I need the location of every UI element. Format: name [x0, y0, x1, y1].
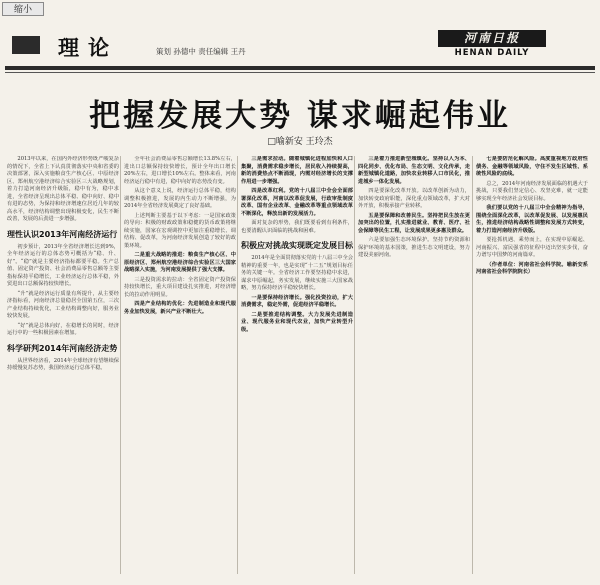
- masthead-rule-thin: [5, 72, 595, 73]
- column-divider: [237, 156, 238, 574]
- masthead-rule: [5, 66, 595, 70]
- paragraph: 从世界经济看，2014年全球经济有望继续保持缓慢复苏态势，我国经济运行总体平稳。: [7, 357, 119, 371]
- paragraph: 面对复杂的形势，我们既要看到有利条件，也要清醒认识面临的挑战和困难。: [241, 220, 353, 234]
- paragraph: 二是重大战略的推进：粮食生产核心区、中原经济区、郑州航空港经济综合实验区三大国家战略深入实施，为河南发展提供了强大支撑。: [124, 252, 236, 273]
- editors-credit: 策划 孙德中 责任编辑 王丹: [156, 47, 246, 56]
- subheading: 科学研判2014年河南经济走势: [7, 343, 118, 353]
- paragraph: 六是要加强生态环境保护。坚持节约资源和保护环境的基本国策，推进生态文明建设，努力建设美丽河南。: [358, 237, 470, 258]
- paragraph: 总之，2014年河南经济发展面临的机遇大于挑战，只要我们坚定信心、攻坚克难，就一定能够实现全年经济社会发展目标。: [476, 180, 588, 202]
- column-divider: [120, 156, 121, 574]
- paragraph: 一是要保持经济增长。强化投资拉动，扩大消费需求，稳定外需，促进经济平稳增长。: [241, 294, 353, 308]
- article-column-4: [358, 156, 470, 574]
- paragraph: 四是要深化改革开放。以改革创新为动力，加快转变政府职能，深化重点领域改革，扩大对外开放，积极承接产业转移。: [358, 188, 470, 209]
- article-column-1: [7, 156, 119, 574]
- subheading: 理性认识2013年河南经济运行: [7, 229, 118, 239]
- paragraph: 四是产业结构的优化：先进制造业和现代服务业加快发展，新兴产业不断壮大。: [124, 301, 236, 315]
- paragraph: 三是着力推进新型城镇化。坚持以人为本、四化同步、优化布局、生态文明、文化传承，走新型城镇化道路，加快农业转移人口市民化，推进城乡一体化发展。: [358, 156, 470, 185]
- paragraph: 七是要防范化解风险。高度重视地方政府性债务、金融等领域风险，守住不发生区域性、系统性风险的底线。: [476, 156, 588, 177]
- section-title: 理论: [58, 35, 118, 60]
- paragraph: 五是要保障和改善民生。坚持把民生放在更加突出的位置，扎实推进就业、教育、医疗、社会保障等民生工程，让发展成果更多惠及群众。: [358, 212, 470, 234]
- article-column-2: [124, 156, 236, 574]
- paragraph: 从这个意义上说，经济运行总体平稳，结构调整积极推进，发展的内生动力不断增强，为2014年全省经济发展奠定了良好基础。: [124, 188, 236, 209]
- paper-logo: 河南日报: [438, 30, 546, 47]
- paragraph: 上述判断主要基于以下考虑：一是国家政策的导向：积极的财政政策和稳健的货币政策将继续实施，国家在宏观调控中更加注重稳增长、调结构、促改革，为河南经济发展创造了较好的政策环境。: [124, 212, 236, 249]
- section-marker-icon: [12, 36, 40, 54]
- article-column-3: [241, 156, 353, 574]
- article-byline: □喻新安 王玲杰: [267, 137, 333, 147]
- column-divider: [472, 156, 473, 574]
- paragraph: 三是投资需求的拉动：全省固定资产投资保持较快增长，重大项目建设扎实推进，对经济增长的拉动作用明显。: [124, 276, 236, 298]
- paragraph: 要抢抓机遇、乘势而上，在实现中原崛起、河南振兴、富民强省的征程中迈出坚实步伐，奋力谱写中国梦的河南篇章。: [476, 237, 588, 258]
- paragraph: 二是要推进结构调整。大力发展先进制造业、现代服务业和现代农业，加快产业转型升级。: [241, 311, 353, 333]
- shrink-button[interactable]: 缩小: [2, 2, 44, 16]
- paragraph: 2013年以来，在国内外经济形势既严峻复杂的情况下，全省上下认真贯彻落实中央和省委的决策部署，深入实施粮食生产核心区、中原经济区、郑州航空港经济综合实验区三大战略规划，着力打造河南经济升级版，稳中有为，稳中求进，全省经济呈现出总体平稳、稳中向好、稳中有进的态势，为保持和经济增速位居近几年的较高水平，经济结构调整出现积极变化，民生不断改善，发展的后劲进一步增强。: [7, 156, 119, 222]
- article-headline: 把握发展大势 谋求崛起伟业: [89, 98, 511, 134]
- paragraph: 四是改革红利。党的十八届三中全会全面部署深化改革，河南以改革促发展，行政审批制度改革、国有企业改革、金融改革等重点领域改革不断深化，释放出新的发展活力。: [241, 188, 353, 217]
- paper-name-en: HENAN DAILY: [454, 48, 530, 58]
- subheading: 积极应对挑战实现既定发展目标: [241, 241, 353, 250]
- column-divider: [354, 156, 355, 574]
- paragraph: 我们要以党的十八届三中全会精神为指导，围绕全面深化改革，以改革促发展、以发展惠民生，推进经济结构战略性调整和发展方式转变，着力打造河南经济升级版。: [476, 205, 588, 234]
- paragraph: 初步预计，2013年全省经济增长达到9%，全年经济运行的总体态势可概括为“稳、升、好”。“稳”就是主要经济指标都要平稳。生产总值、固定资产投资、社会消费品零售总额等主要指标保持平稳增长，工业经济运行总体平稳，外贸进出口总额保持较快增长。: [7, 243, 119, 287]
- paragraph: 全年社会消费品零售总额增长13.8%左右，进出口总额保持较快增长，预计全年出口增长20%左右，进口增长10%左右。整体来看，河南经济运行稳中有进，稳中向好的态势没有变。: [124, 156, 236, 185]
- author-note: （作者单位：河南省社会科学院。喻新安系河南省社会科学院院长）: [476, 261, 588, 275]
- paragraph: “升”就是经济运行质量有所提升，从主要经济指标看，河南经济总量稳居全国第五位，三次产业结构持续优化，工业结构调整向好，服务业较快发展。: [7, 290, 119, 319]
- paragraph: 2014年是全面贯彻落实党的十八届三中全会精神的重要一年，也是实现“十二五”规划目标任务的关键一年。全省经济工作要坚持稳中求进，谋求中原崛起，务实发展，继续实施三大国家战略，努力保持经济平稳较快增长。: [241, 255, 353, 291]
- paragraph: 三是需求拉动。随着城镇化进程加快和人口集聚，消费需求稳步增长，居民收入持续提高，新的消费热点不断涌现，内需对经济增长的支撑作用进一步增强。: [241, 156, 353, 185]
- paragraph: “好”就是总体向好，在稳增长的同时，经济运行中的一些积极因素在增加。: [7, 322, 119, 336]
- article-column-5: [476, 156, 588, 574]
